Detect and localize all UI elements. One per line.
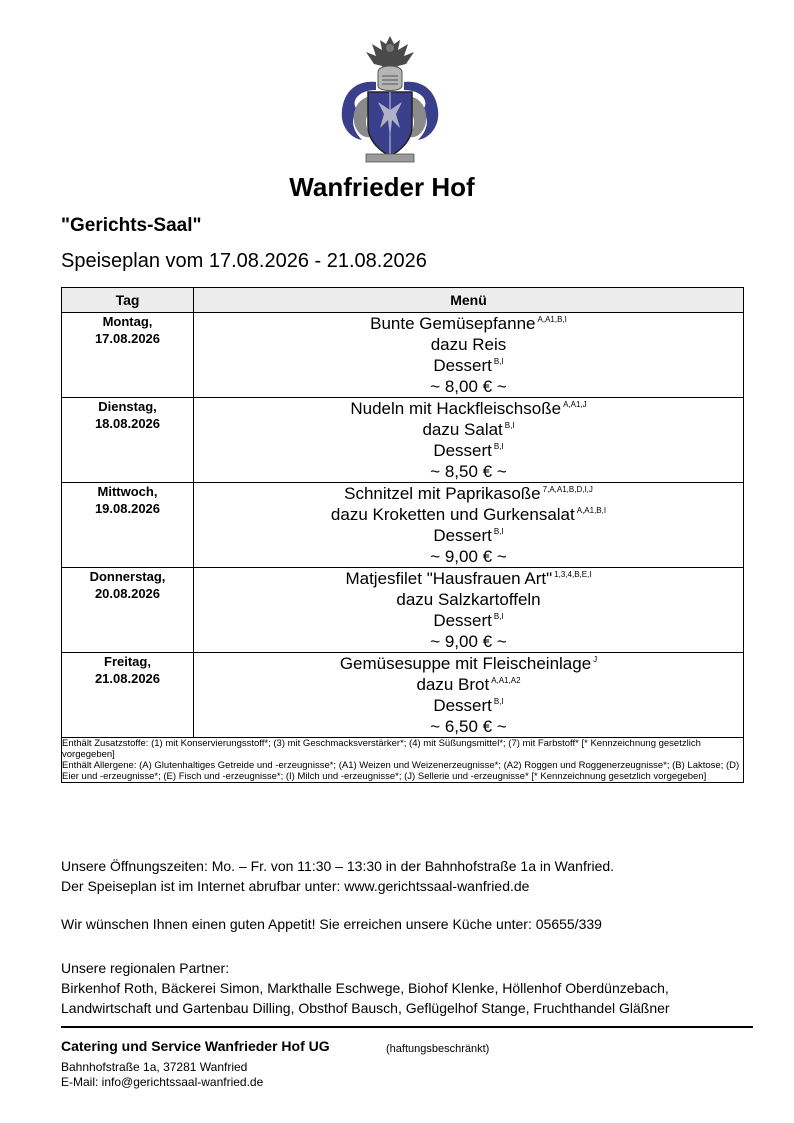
weekday: Freitag, [104,654,151,669]
menu-line: dazu Salzkartoffeln [396,590,541,609]
menu-line: Dessert $^{B,I}$ [433,526,504,545]
menu-line: Bunte Gemüsepfanne $^{A,A1,B,I}$ [370,314,567,333]
allergen-codes: B,I [493,527,504,536]
menu-line: Dessert $^{B,I}$ [433,356,504,375]
menu-cell [194,483,744,568]
day-cell [62,483,194,568]
menu-cell [194,313,744,398]
date: 18.08.2026 [94,416,161,431]
allergen-codes: 7,A,A1,B,D,I,J [542,485,593,494]
allergen-codes: A,A1,B,I [537,315,567,324]
footer-divider [61,1026,753,1028]
weekday: Dienstag, [98,399,157,414]
partners-label: Unsere regionalen Partner: [61,960,230,976]
partners [61,958,670,1018]
restaurant-title: Wanfrieder Hof [289,172,475,202]
menu-period: Speiseplan vom 17.08.2026 - 21.08.2026 [61,250,427,272]
weekday: Montag, [102,314,153,329]
menu-line: dazu Brot $^{A,A1,A2}$ [416,675,521,694]
date: 21.08.2026 [94,671,161,686]
table-row [62,568,744,653]
allergen-codes: B,I [493,357,504,366]
allergen-codes: A,A1,B,I [576,506,607,515]
menu-line: dazu Reis [430,335,507,354]
coat-of-arms-logo [336,30,444,166]
allergen-codes: B,I [493,697,504,706]
allergen-codes: J [593,655,598,664]
menu-cell [194,398,744,483]
menu-line: Dessert $^{B,I}$ [433,696,504,715]
price: ~ 9,00 € ~ [430,632,507,651]
address-line: Bahnhofstraße 1a, 37281 Wanfried [61,1060,248,1074]
price: ~ 9,00 € ~ [430,547,507,566]
date: 19.08.2026 [94,501,161,516]
date: 17.08.2026 [94,331,161,346]
company-address [61,1060,263,1090]
price: ~ 6,50 € ~ [430,717,507,736]
menu-table [61,287,744,783]
menu-line: Schnitzel mit Paprikasoße $^{7,A,A1,B,D,I,J}$ [344,484,593,503]
appetite-note: Wir wünschen Ihnen einen guten Appetit! Sie erreichen unsere Küche unter: 05655/339 [61,916,602,932]
menu-line: Nudeln mit Hackfleischsoße $^{A,A1,J}$ [350,399,587,418]
menu-cell [194,568,744,653]
menu-line: dazu Kroketten und Gurkensalat $^{A,A1,B,I}$ [330,505,607,524]
allergens-legend: Enthält Allergene: (A) Glutenhaltiges Getreide und -erzeugnisse*; (A1) Weizen und Weizenerzeugnisse*; (A2) Roggen und Roggenerzeugnisse*; (B) Laktose; (D) Eier und -erzeugnisse*; (E) Fisch und -erzeugnisse*; (I) Milch und -erzeugnisse*; (J) Sellerie und -erzeugnisse* [* Kennzeichnung gesetzlich vorgegeben] [62,760,740,782]
email-line: E-Mail: info@gerichtssaal-wanfried.de [61,1075,264,1089]
legend-cell [62,738,744,783]
table-row [62,398,744,483]
allergen-codes: A,A1,J [563,400,587,409]
day-cell [62,653,194,738]
day-cell [62,398,194,483]
partners-line: Birkenhof Roth, Bäckerei Simon, Markthalle Eschwege, Biohof Klenke, Höllenhof Oberdünzebach, [61,980,669,996]
legend-row [62,738,744,783]
menu-line: Dessert $^{B,I}$ [433,441,504,460]
partners-line: Landwirtschaft und Gartenbau Dilling, Obsthof Bausch, Geflügelhof Stange, Fruchthandel Gläßner [61,1000,670,1016]
day-cell [62,313,194,398]
menu-line: dazu Salat $^{B,I}$ [422,420,515,439]
allergen-codes: 1,3,4,B,E,I [554,570,592,579]
table-row [62,483,744,568]
weekday: Mittwoch, [97,484,158,499]
table-row [62,313,744,398]
allergen-codes: A,A1,A2 [491,676,521,685]
website-note: Der Speiseplan ist im Internet abrufbar unter: www.gerichtssaal-wanfried.de [61,878,530,894]
company-legal-form: (haftungsbeschränkt) [386,1043,490,1055]
menu-line: Gemüsesuppe mit Fleischeinlage $^J$ [339,654,598,673]
column-header-menu: Menü [194,288,744,313]
menu-line: Dessert $^{B,I}$ [433,611,504,630]
date: 20.08.2026 [94,586,161,601]
venue-subtitle: "Gerichts-Saal" [61,215,202,236]
column-header-day: Tag [62,288,194,313]
menu-cell [194,653,744,738]
table-row [62,653,744,738]
allergen-codes: B,I [504,421,515,430]
opening-hours: Unsere Öffnungszeiten: Mo. – Fr. von 11:30 – 13:30 in der Bahnhofstraße 1a in Wanfried. Der Speiseplan ist im Internet abrufbar unter: www.gerichtssaal-wanfried.de [61,858,615,894]
price: ~ 8,50 € ~ [430,462,507,481]
allergen-codes: B,I [493,442,504,451]
allergen-codes: B,I [493,612,504,621]
company-name: Catering und Service Wanfrieder Hof UG [61,1038,330,1054]
additives-legend: Enthält Zusatzstoffe: (1) mit Konservierungsstoff*; (3) mit Geschmacksverstärker*; (4) mit Süßungsmittel*; (7) mit Farbstoff* [* Kennzeichnung gesetzlich vorgegeben] [62,738,701,760]
price: ~ 8,00 € ~ [430,377,507,396]
weekday: Donnerstag, [89,569,166,584]
day-cell [62,568,194,653]
menu-line: Matjesfilet "Hausfrauen Art" $^{1,3,4,B,E,I}$ [345,569,592,588]
